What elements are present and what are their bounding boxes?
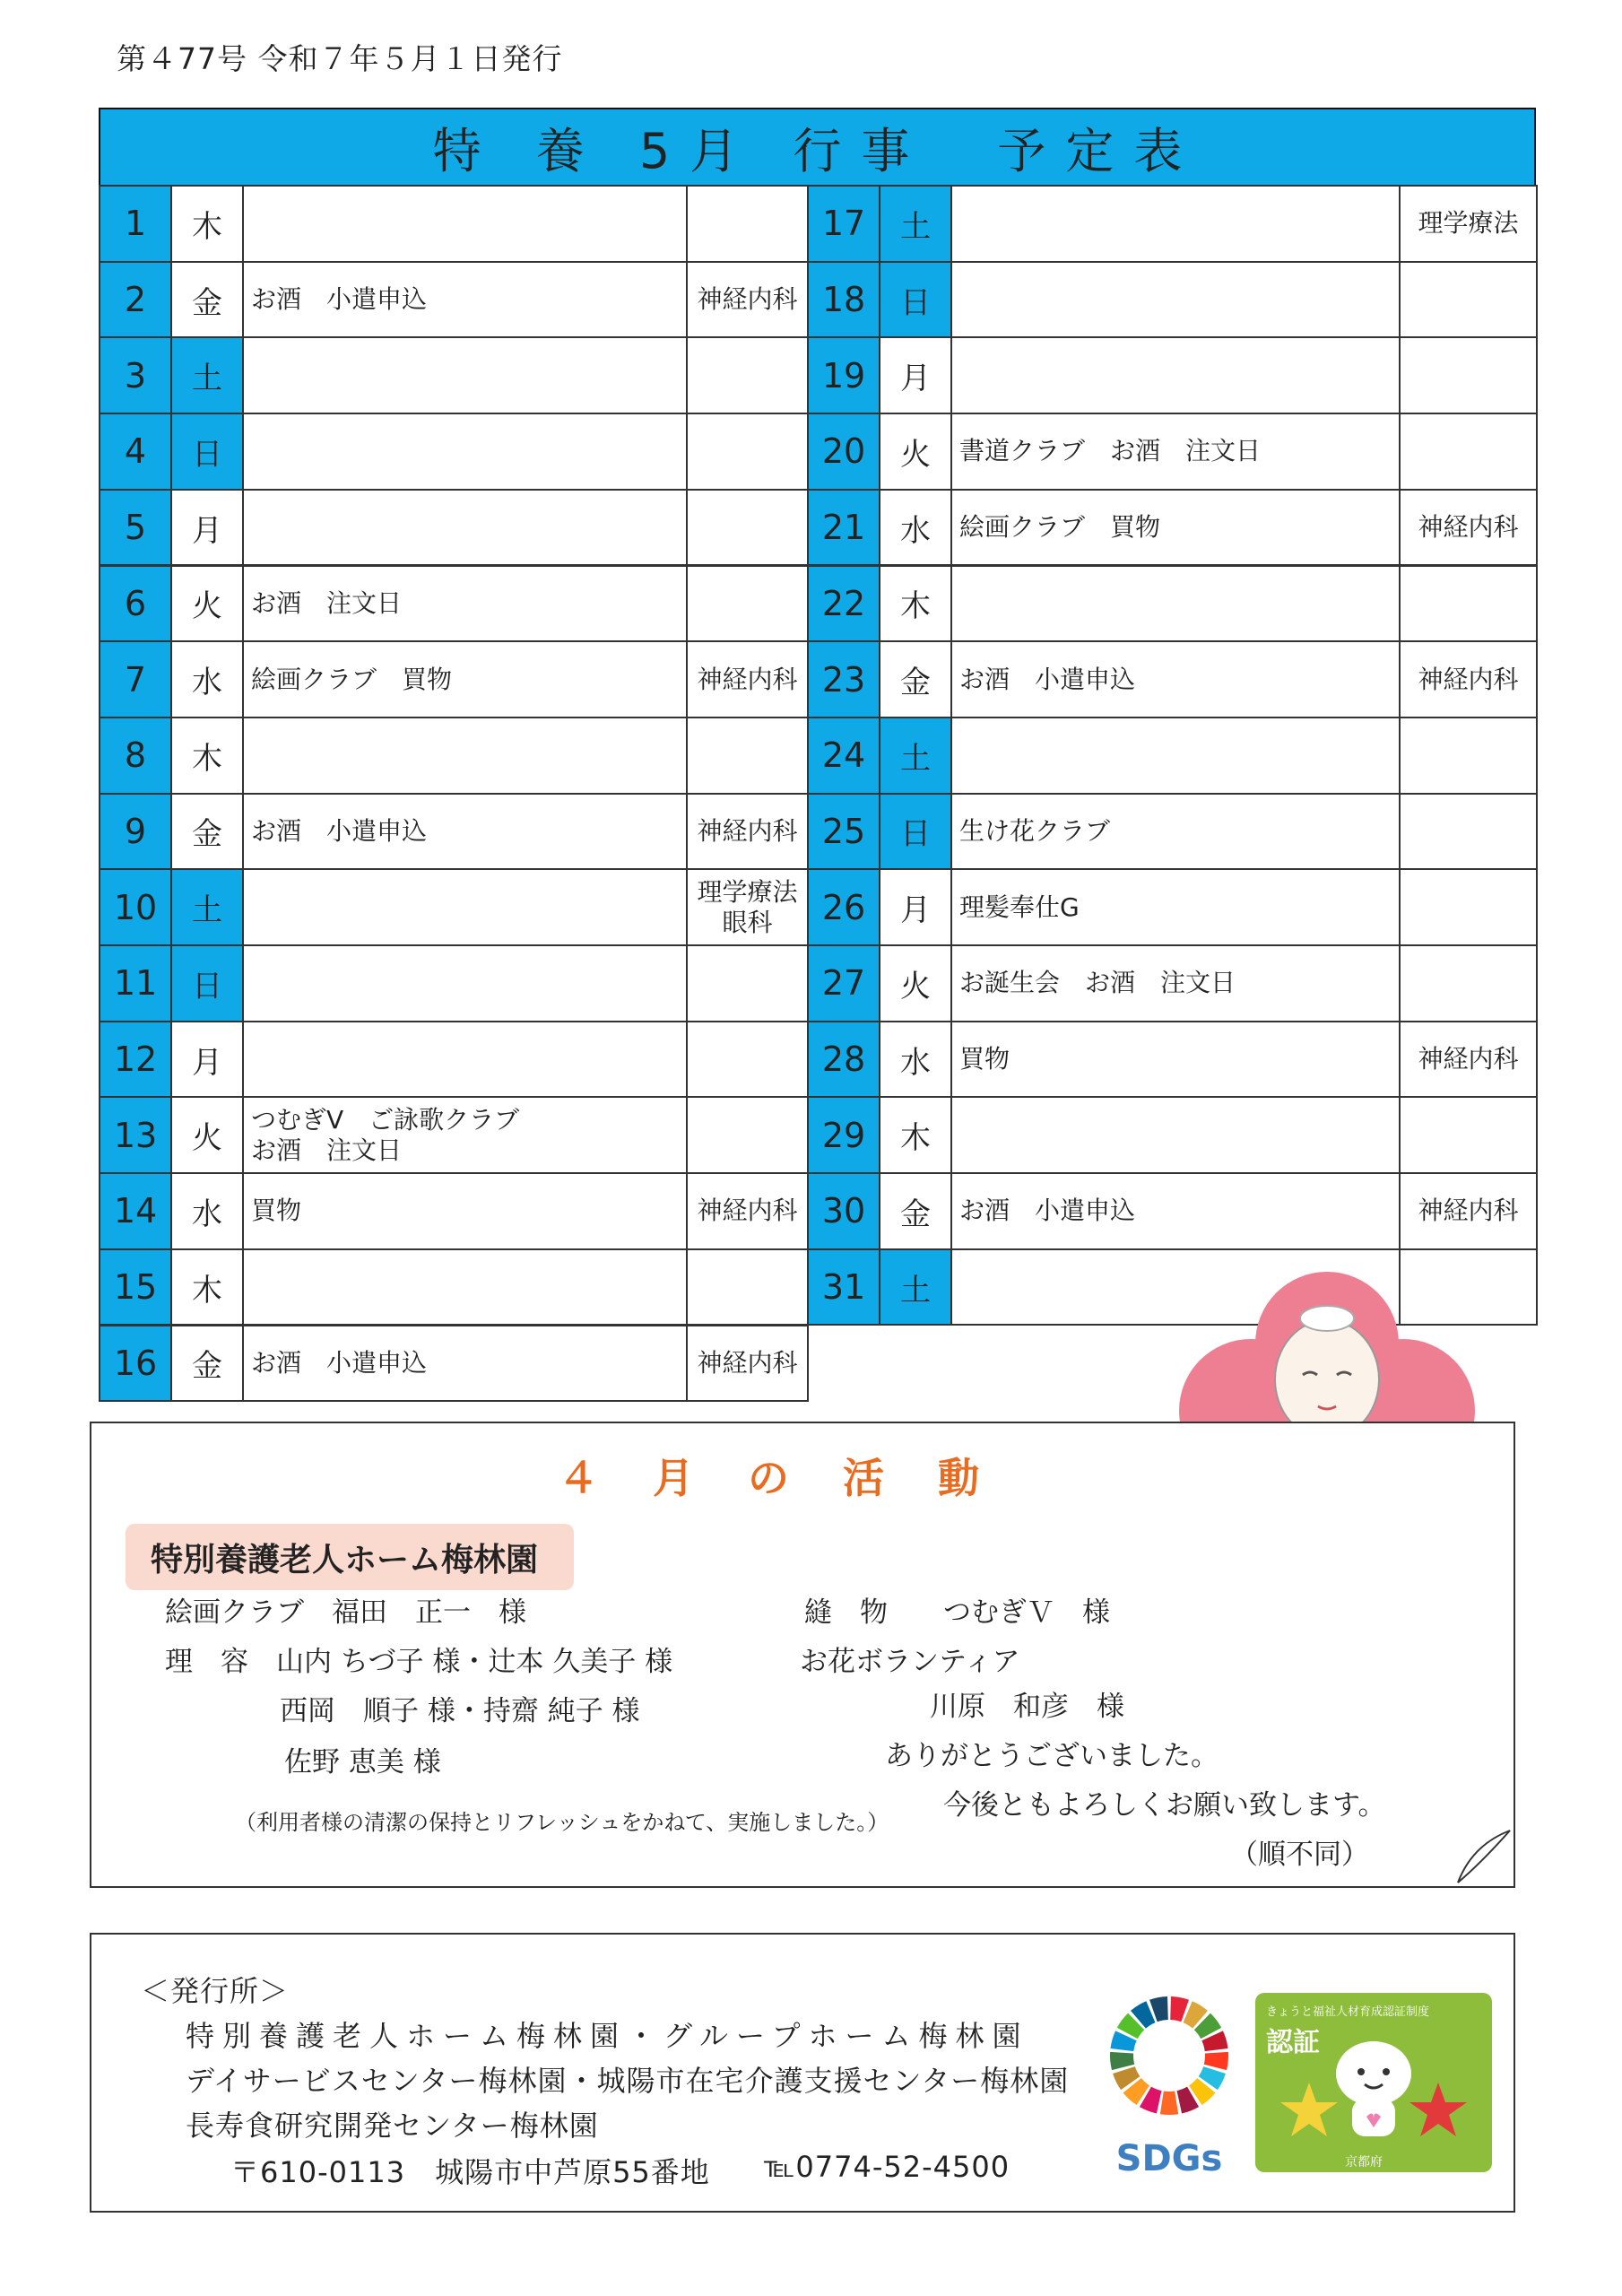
publisher-tel: ℡0774-52-4500 bbox=[764, 2150, 1010, 2184]
dept-cell bbox=[686, 1096, 809, 1174]
activity-right-line: お花ボランティア bbox=[800, 1646, 1020, 1678]
weekday: 日 bbox=[170, 413, 244, 491]
dept-cell: 神経内科 bbox=[1399, 1172, 1538, 1250]
publisher-line: 長寿食研究開発センター梅林園 bbox=[186, 2109, 599, 2143]
weekday: 土 bbox=[879, 717, 952, 795]
event-cell: 理髪奉仕G bbox=[950, 868, 1401, 946]
weekday: 金 bbox=[170, 1325, 244, 1403]
activity-left-line: 絵画クラブ 福田 正一 様 bbox=[165, 1596, 526, 1629]
issue-line: 第４77号 令和７年５月１日発行 bbox=[117, 41, 563, 76]
dept-cell: 神経内科 bbox=[1399, 640, 1538, 718]
event-cell bbox=[950, 261, 1401, 339]
activity-left-line: 佐野 恵美 様 bbox=[284, 1746, 441, 1779]
weekday: 月 bbox=[879, 868, 952, 946]
event-cell: つむぎV ご詠歌クラブ お酒 注文日 bbox=[242, 1096, 688, 1174]
event-cell bbox=[242, 868, 688, 946]
event-cell bbox=[950, 1096, 1401, 1174]
day-number: 17 bbox=[807, 185, 880, 263]
dept-cell bbox=[686, 336, 809, 414]
dept-cell: 神経内科 bbox=[686, 793, 809, 871]
dept-cell bbox=[1399, 793, 1538, 871]
activity-note: （利用者様の清潔の保持とリフレッシュをかねて、実施しました。） bbox=[235, 1810, 889, 1835]
dept-cell bbox=[1399, 565, 1538, 643]
weekday: 土 bbox=[879, 1248, 952, 1326]
day-number: 5 bbox=[99, 489, 172, 567]
publisher-line: 特別養護老人ホーム梅林園・グループホーム梅林園 bbox=[186, 2019, 1029, 2053]
day-number: 15 bbox=[99, 1248, 172, 1326]
dept-cell bbox=[686, 1021, 809, 1099]
day-number: 29 bbox=[807, 1096, 880, 1174]
weekday: 金 bbox=[879, 1172, 952, 1250]
event-cell: お酒 小遣申込 bbox=[242, 793, 688, 871]
event-cell: お酒 小遣申込 bbox=[950, 640, 1401, 718]
dept-cell bbox=[686, 413, 809, 491]
event-cell: お酒 小遣申込 bbox=[242, 1325, 688, 1403]
day-number: 31 bbox=[807, 1248, 880, 1326]
event-cell: 絵画クラブ 買物 bbox=[242, 640, 688, 718]
day-number: 6 bbox=[99, 565, 172, 643]
weekday: 月 bbox=[170, 1021, 244, 1099]
event-cell: お酒 小遣申込 bbox=[950, 1172, 1401, 1250]
cert-small-text: きょうと福祉人材育成認証制度 bbox=[1266, 2005, 1430, 2019]
day-number: 20 bbox=[807, 413, 880, 491]
event-cell: 書道クラブ お酒 注文日 bbox=[950, 413, 1401, 491]
event-cell bbox=[242, 185, 688, 263]
dept-cell bbox=[1399, 336, 1538, 414]
weekday: 木 bbox=[170, 1248, 244, 1326]
publisher-address: 〒610-0113 城陽市中芦原55番地 bbox=[230, 2155, 710, 2189]
sdgs-logo bbox=[1101, 1991, 1237, 2188]
weekday: 水 bbox=[170, 1172, 244, 1250]
dept-cell bbox=[1399, 717, 1538, 795]
day-number: 8 bbox=[99, 717, 172, 795]
event-cell bbox=[950, 185, 1401, 263]
weekday: 火 bbox=[879, 944, 952, 1022]
event-cell bbox=[242, 413, 688, 491]
schedule-title: 特 養 5月 行事 予定表 bbox=[99, 108, 1536, 187]
dept-cell: 神経内科 bbox=[686, 1172, 809, 1250]
day-number: 16 bbox=[99, 1325, 172, 1403]
event-cell bbox=[242, 717, 688, 795]
activity-right-line: ありがとうございました。 bbox=[885, 1740, 1219, 1772]
weekday: 土 bbox=[170, 336, 244, 414]
cert-pref-text: 京都府 bbox=[1345, 2155, 1383, 2170]
activity-right-line: （順不同） bbox=[1230, 1839, 1369, 1871]
day-number: 12 bbox=[99, 1021, 172, 1099]
day-number: 26 bbox=[807, 868, 880, 946]
weekday: 水 bbox=[879, 489, 952, 567]
weekday: 日 bbox=[879, 793, 952, 871]
dept-cell bbox=[686, 489, 809, 567]
dept-cell bbox=[686, 565, 809, 643]
event-cell bbox=[242, 336, 688, 414]
dept-cell bbox=[1399, 261, 1538, 339]
weekday: 木 bbox=[879, 565, 952, 643]
dept-cell: 理学療法 眼科 bbox=[686, 868, 809, 946]
dept-cell: 神経内科 bbox=[686, 261, 809, 339]
event-cell: お酒 注文日 bbox=[242, 565, 688, 643]
event-cell bbox=[242, 1248, 688, 1326]
day-number: 30 bbox=[807, 1172, 880, 1250]
dept-cell: 理学療法 bbox=[1399, 185, 1538, 263]
weekday: 木 bbox=[170, 185, 244, 263]
day-number: 11 bbox=[99, 944, 172, 1022]
event-cell bbox=[242, 489, 688, 567]
dept-cell bbox=[1399, 413, 1538, 491]
day-number: 9 bbox=[99, 793, 172, 871]
weekday: 金 bbox=[170, 261, 244, 339]
activities-title: ４月の活動 bbox=[558, 1454, 1033, 1502]
day-number: 28 bbox=[807, 1021, 880, 1099]
weekday: 日 bbox=[170, 944, 244, 1022]
page-curl bbox=[1454, 1827, 1514, 1886]
day-number: 7 bbox=[99, 640, 172, 718]
dept-cell bbox=[1399, 1096, 1538, 1174]
dept-cell bbox=[686, 717, 809, 795]
activity-left-line: 理 容 山内 ちづ子 様・辻本 久美子 様 bbox=[165, 1646, 673, 1678]
dept-cell: 神経内科 bbox=[686, 640, 809, 718]
cert-big-text: 認証 bbox=[1266, 2027, 1320, 2058]
day-number: 22 bbox=[807, 565, 880, 643]
day-number: 2 bbox=[99, 261, 172, 339]
day-number: 21 bbox=[807, 489, 880, 567]
event-cell bbox=[242, 944, 688, 1022]
weekday: 火 bbox=[170, 1096, 244, 1174]
weekday: 土 bbox=[879, 185, 952, 263]
weekday: 金 bbox=[170, 793, 244, 871]
weekday: 日 bbox=[879, 261, 952, 339]
activity-right-line: 川原 和彦 様 bbox=[930, 1691, 1124, 1723]
publisher-heading: ＜発行所＞ bbox=[141, 1974, 290, 2008]
sdgs-wheel-segment bbox=[1160, 2092, 1178, 2115]
weekday: 金 bbox=[879, 640, 952, 718]
sdgs-label: SDGs bbox=[1115, 2138, 1223, 2179]
weekday: 火 bbox=[879, 413, 952, 491]
weekday: 月 bbox=[879, 336, 952, 414]
activity-right-line: 今後ともよろしくお願い致します。 bbox=[943, 1789, 1386, 1822]
sdgs-wheel-segment bbox=[1110, 2052, 1134, 2070]
day-number: 14 bbox=[99, 1172, 172, 1250]
day-number: 24 bbox=[807, 717, 880, 795]
day-number: 23 bbox=[807, 640, 880, 718]
day-number: 18 bbox=[807, 261, 880, 339]
event-cell bbox=[950, 717, 1401, 795]
dept-cell bbox=[686, 944, 809, 1022]
cert-mascot-icon bbox=[1273, 2029, 1474, 2145]
day-number: 19 bbox=[807, 336, 880, 414]
event-cell: 買物 bbox=[950, 1021, 1401, 1099]
org-tag: 特別養護老人ホーム梅林園 bbox=[126, 1524, 574, 1590]
day-number: 13 bbox=[99, 1096, 172, 1174]
dept-cell: 神経内科 bbox=[1399, 1021, 1538, 1099]
event-cell: お酒 小遣申込 bbox=[242, 261, 688, 339]
sdgs-wheel-segment bbox=[1204, 2052, 1228, 2070]
day-number: 3 bbox=[99, 336, 172, 414]
dept-cell: 神経内科 bbox=[1399, 489, 1538, 567]
day-number: 10 bbox=[99, 868, 172, 946]
event-cell bbox=[242, 1021, 688, 1099]
april-activities-box bbox=[90, 1422, 1515, 1888]
event-cell bbox=[950, 336, 1401, 414]
dept-cell bbox=[1399, 944, 1538, 1022]
weekday: 木 bbox=[879, 1096, 952, 1174]
day-number: 4 bbox=[99, 413, 172, 491]
activity-left-line: 西岡 順子 様・持齋 純子 様 bbox=[280, 1695, 640, 1727]
event-cell: 買物 bbox=[242, 1172, 688, 1250]
dept-cell bbox=[686, 1248, 809, 1326]
weekday: 水 bbox=[170, 640, 244, 718]
weekday: 土 bbox=[170, 868, 244, 946]
schedule-table bbox=[99, 108, 1536, 1401]
day-number: 1 bbox=[99, 185, 172, 263]
day-number: 25 bbox=[807, 793, 880, 871]
weekday: 月 bbox=[170, 489, 244, 567]
event-cell: 生け花クラブ bbox=[950, 793, 1401, 871]
weekday: 水 bbox=[879, 1021, 952, 1099]
dept-cell: 神経内科 bbox=[686, 1325, 809, 1403]
publisher-line: デイサービスセンター梅林園・城陽市在宅介護支援センター梅林園 bbox=[186, 2064, 1070, 2098]
event-cell: 絵画クラブ 買物 bbox=[950, 489, 1401, 567]
dept-cell bbox=[686, 185, 809, 263]
event-cell bbox=[950, 565, 1401, 643]
event-cell: お誕生会 お酒 注文日 bbox=[950, 944, 1401, 1022]
weekday: 木 bbox=[170, 717, 244, 795]
weekday: 火 bbox=[170, 565, 244, 643]
day-number: 27 bbox=[807, 944, 880, 1022]
dept-cell bbox=[1399, 868, 1538, 946]
activity-right-line: 縫 物 つむぎＶ 様 bbox=[804, 1596, 1110, 1629]
certification-badge bbox=[1255, 1993, 1492, 2172]
